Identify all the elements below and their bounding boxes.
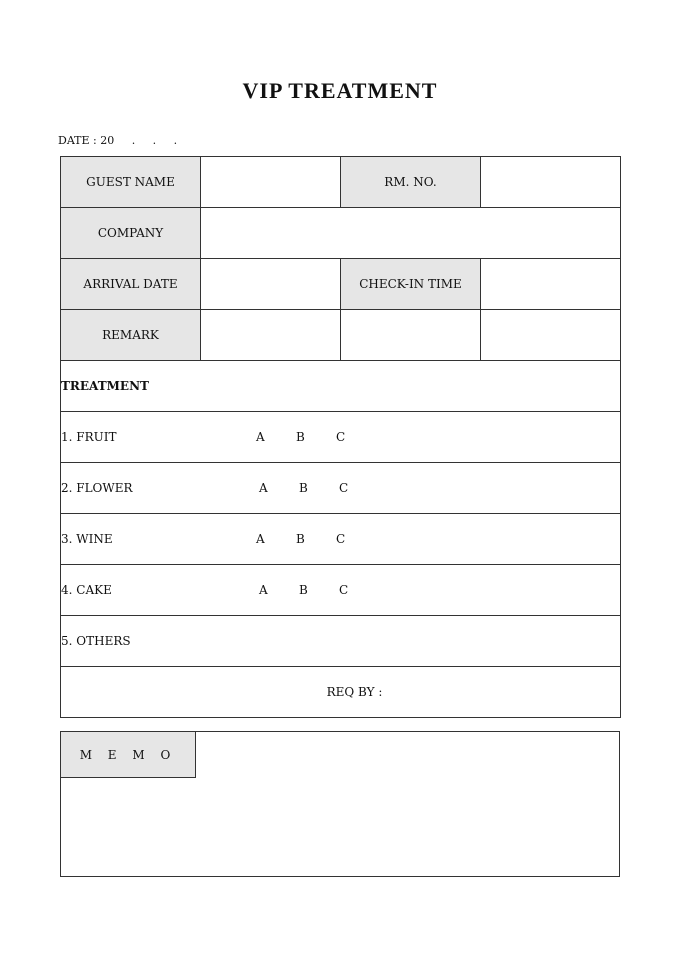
option-a[interactable]: A [259, 481, 268, 495]
treatment-item-label: 3. WINE [61, 532, 113, 546]
option-c[interactable]: C [339, 583, 349, 597]
arrival-row [61, 259, 621, 310]
arrival-date-label: ARRIVAL DATE [61, 259, 201, 310]
arrival-date-field[interactable] [201, 259, 341, 310]
remark-field-3[interactable] [481, 310, 621, 361]
rm-no-field[interactable] [481, 157, 621, 208]
remark-label: REMARK [61, 310, 201, 361]
guest-name-row [61, 157, 621, 208]
checkin-time-field[interactable] [481, 259, 621, 310]
option-c[interactable]: C [339, 481, 349, 495]
memo-box[interactable] [60, 731, 620, 877]
treatment-item-label: 1. FRUIT [61, 430, 117, 444]
guest-name-label: GUEST NAME [61, 157, 201, 208]
guest-name-field[interactable] [201, 157, 341, 208]
remark-field-1[interactable] [201, 310, 341, 361]
req-by-row [61, 667, 621, 718]
treatment-heading-row [61, 361, 621, 412]
option-c[interactable]: C [336, 532, 346, 546]
treatment-item-label: 2. FLOWER [61, 481, 133, 495]
req-by-label: REQ BY : [61, 667, 621, 718]
vip-form-table [60, 156, 621, 718]
treatment-row-wine [61, 514, 621, 565]
option-b[interactable]: B [296, 532, 305, 546]
treatment-row-others [61, 616, 621, 667]
option-a[interactable]: A [256, 532, 265, 546]
option-a[interactable]: A [256, 430, 265, 444]
date-label: DATE : 20 . . . [58, 134, 178, 147]
treatment-item-label: 4. CAKE [61, 583, 112, 597]
remark-row [61, 310, 621, 361]
option-a[interactable]: A [259, 583, 268, 597]
treatment-row-fruit [61, 412, 621, 463]
option-b[interactable]: B [299, 481, 308, 495]
option-b[interactable]: B [296, 430, 305, 444]
treatment-item-label: 5. OTHERS [61, 616, 621, 667]
option-b[interactable]: B [299, 583, 308, 597]
company-field[interactable] [201, 208, 621, 259]
option-c[interactable]: C [336, 430, 346, 444]
company-row [61, 208, 621, 259]
checkin-time-label: CHECK-IN TIME [341, 259, 481, 310]
page-title: VIP TREATMENT [242, 78, 438, 103]
rm-no-label: RM. NO. [341, 157, 481, 208]
company-label: COMPANY [61, 208, 201, 259]
treatment-row-cake [61, 565, 621, 616]
remark-field-2[interactable] [341, 310, 481, 361]
treatment-heading: TREATMENT [61, 361, 621, 412]
treatment-row-flower [61, 463, 621, 514]
memo-label: M E M O [61, 732, 196, 778]
